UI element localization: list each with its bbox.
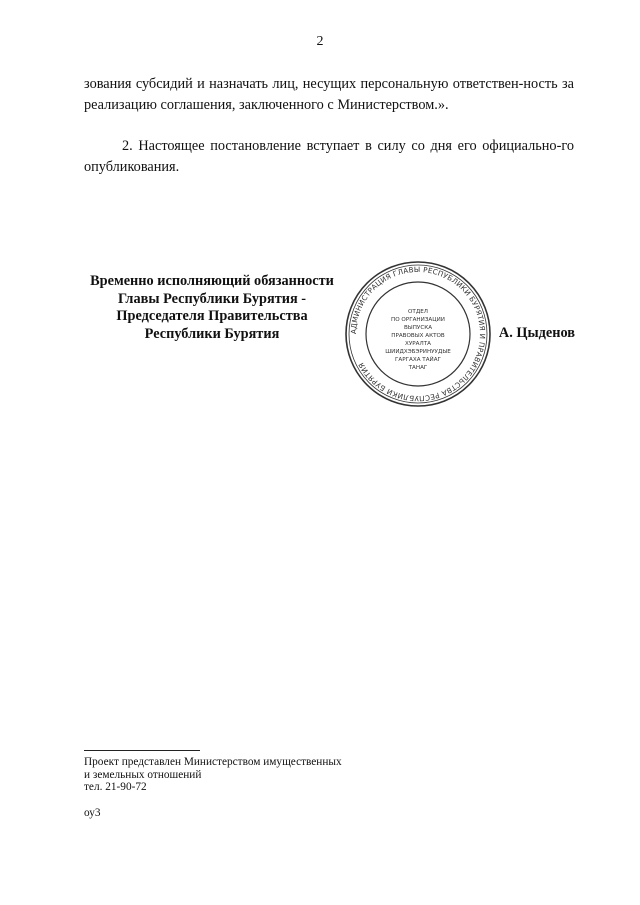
footnote-line: и земельных отношений: [84, 768, 202, 781]
stamp-line: ВЫПУСКА: [403, 325, 433, 331]
footnote-divider: [84, 750, 200, 751]
signature-title-line: Главы Республики Бурятия -: [117, 290, 307, 307]
footnote-phone: тел. 21-90-72: [84, 781, 147, 794]
document-code: оу3: [84, 807, 101, 819]
stamp-line: ТАНАГ: [408, 365, 428, 371]
signature-title-block: [64, 273, 360, 343]
footnote-block: [84, 756, 444, 794]
page-number: 2: [316, 34, 324, 49]
stamp-line: ОТДЕЛ: [408, 309, 428, 315]
signature-title-line: Председателя Правительства: [116, 308, 308, 324]
stamp-line: ХУРАЛТА: [405, 341, 431, 347]
signature-title-line: Республики Бурятия: [144, 325, 280, 342]
stamp-line: ПО ОРГАНИЗАЦИИ: [391, 317, 445, 323]
stamp-line: ШИИДХЭБЭРИНУУДЫЕ: [385, 349, 451, 355]
paragraph-continuation: зования субсидий и назначать лиц, несущих персональную ответствен-ность за реализацию соглашения, заключенного с Министерством.».: [84, 76, 574, 113]
signature-title-line: Временно исполняющий обязанности: [90, 273, 334, 289]
stamp-line: ПРАВОВЫХ АКТОВ: [391, 333, 445, 339]
stamp-ring-textpath: АДМИНИСТРАЦИЯ ГЛАВЫ РЕСПУБЛИКИ БУРЯТИЯ И ПРАВИТЕЛЬСТВА РЕСПУБЛИКИ БУРЯТИЯ: [348, 264, 488, 404]
official-stamp-seal: [343, 259, 493, 409]
stamp-center-text: [385, 309, 451, 371]
paragraph-effective-date: 2. Настоящее постановление вступает в силу со дня его официально-го опубликования.: [84, 138, 574, 175]
footnote-line: Проект представлен Министерством имущественных: [84, 756, 342, 768]
signatory-name: А. Цыденов: [498, 325, 575, 341]
stamp-line: ГАРГАХА ТАЙАГ: [395, 357, 441, 363]
